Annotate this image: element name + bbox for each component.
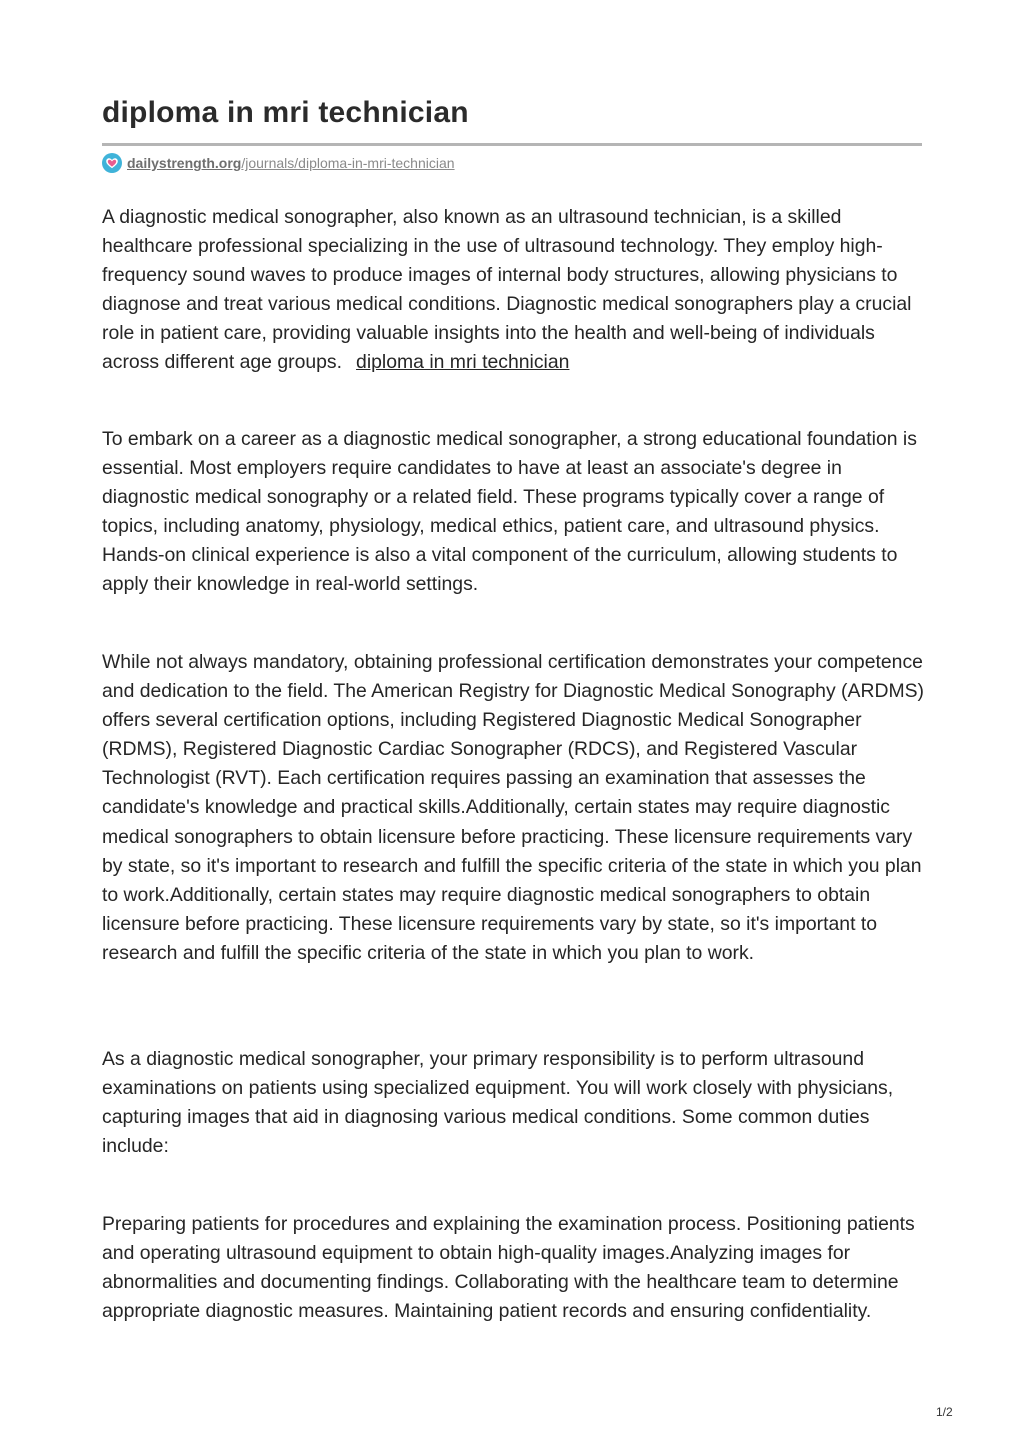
- title-divider: [102, 143, 922, 146]
- paragraph-duties: Preparing patients for procedures and explaining the examination process. Positioning patients and operating ultrasound equipment to obtain high-quality images.Analyzing images for abnormalities and documenting findings. Collaborating with the healthcare team to determine appropriate diagnostic measures. Maintaining patient records and ensuring confidentiality.: [102, 1213, 915, 1323]
- paragraph-responsibilities: As a diagnostic medical sonographer, your primary responsibility is to perform ultrasound examinations on patients using specialized equipment. You will work closely with physicians, capturing images that aid in diagnosing various medical conditions. Some common duties include:: [102, 1048, 894, 1158]
- source-url[interactable]: [102, 153, 455, 173]
- paragraph-education: To embark on a career as a diagnostic medical sonographer, a strong educational foundation is essential. Most employers require candidates to have at least an associate's degree in diagnostic medical sonography or a related field. These programs typically cover a range of topics, including anatomy, physiology, medical ethics, patient care, and ultrasound physics. Hands-on clinical experience is also a vital component of the curriculum, allowing students to apply their knowledge in real-world settings.: [102, 428, 917, 596]
- inline-article-link[interactable]: diploma in mri technician: [356, 351, 570, 374]
- source-path[interactable]: /journals/diploma-in-mri-technician: [241, 155, 455, 171]
- paragraph-intro: [102, 203, 927, 378]
- heart-icon: [102, 153, 122, 173]
- page-title: diploma in mri technician: [102, 96, 469, 129]
- paragraph-certification: While not always mandatory, obtaining professional certification demonstrates your competence and dedication to the field. The American Registry for Diagnostic Medical Sonography (ARDMS) offers several certification options, including Registered Diagnostic Medical Sonographer (RDMS), Registered Diagnostic Cardiac Sonographer (RDCS), and Registered Vascular Technologist (RVT). Each certification requires passing an examination that assesses the candidate's knowledge and practical skills.Additionally, certain states may require diagnostic medical sonographers to obtain licensure before practicing. These licensure requirements vary by state, so it's important to research and fulfill the specific criteria of the state in which you plan to work.Additionally, certain states may require diagnostic medical sonographers to obtain licensure before practicing. These licensure requirements vary by state, so it's important to research and fulfill the specific criteria of the state in which you plan to work.: [102, 651, 924, 964]
- page-number: 1/2: [936, 1405, 953, 1419]
- paragraph-text: A diagnostic medical sonographer, also known as an ultrasound technician, is a skilled healthcare professional specializing in the use of ultrasound technology. They employ high-frequency sound waves to produce images of internal body structures, allowing physicians to diagnose and treat various medical conditions. Diagnostic medical sonographers play a crucial role in patient care, providing valuable insights into the health and well-being of individuals across different age groups.: [102, 206, 912, 374]
- source-domain[interactable]: dailystrength.org: [127, 155, 242, 171]
